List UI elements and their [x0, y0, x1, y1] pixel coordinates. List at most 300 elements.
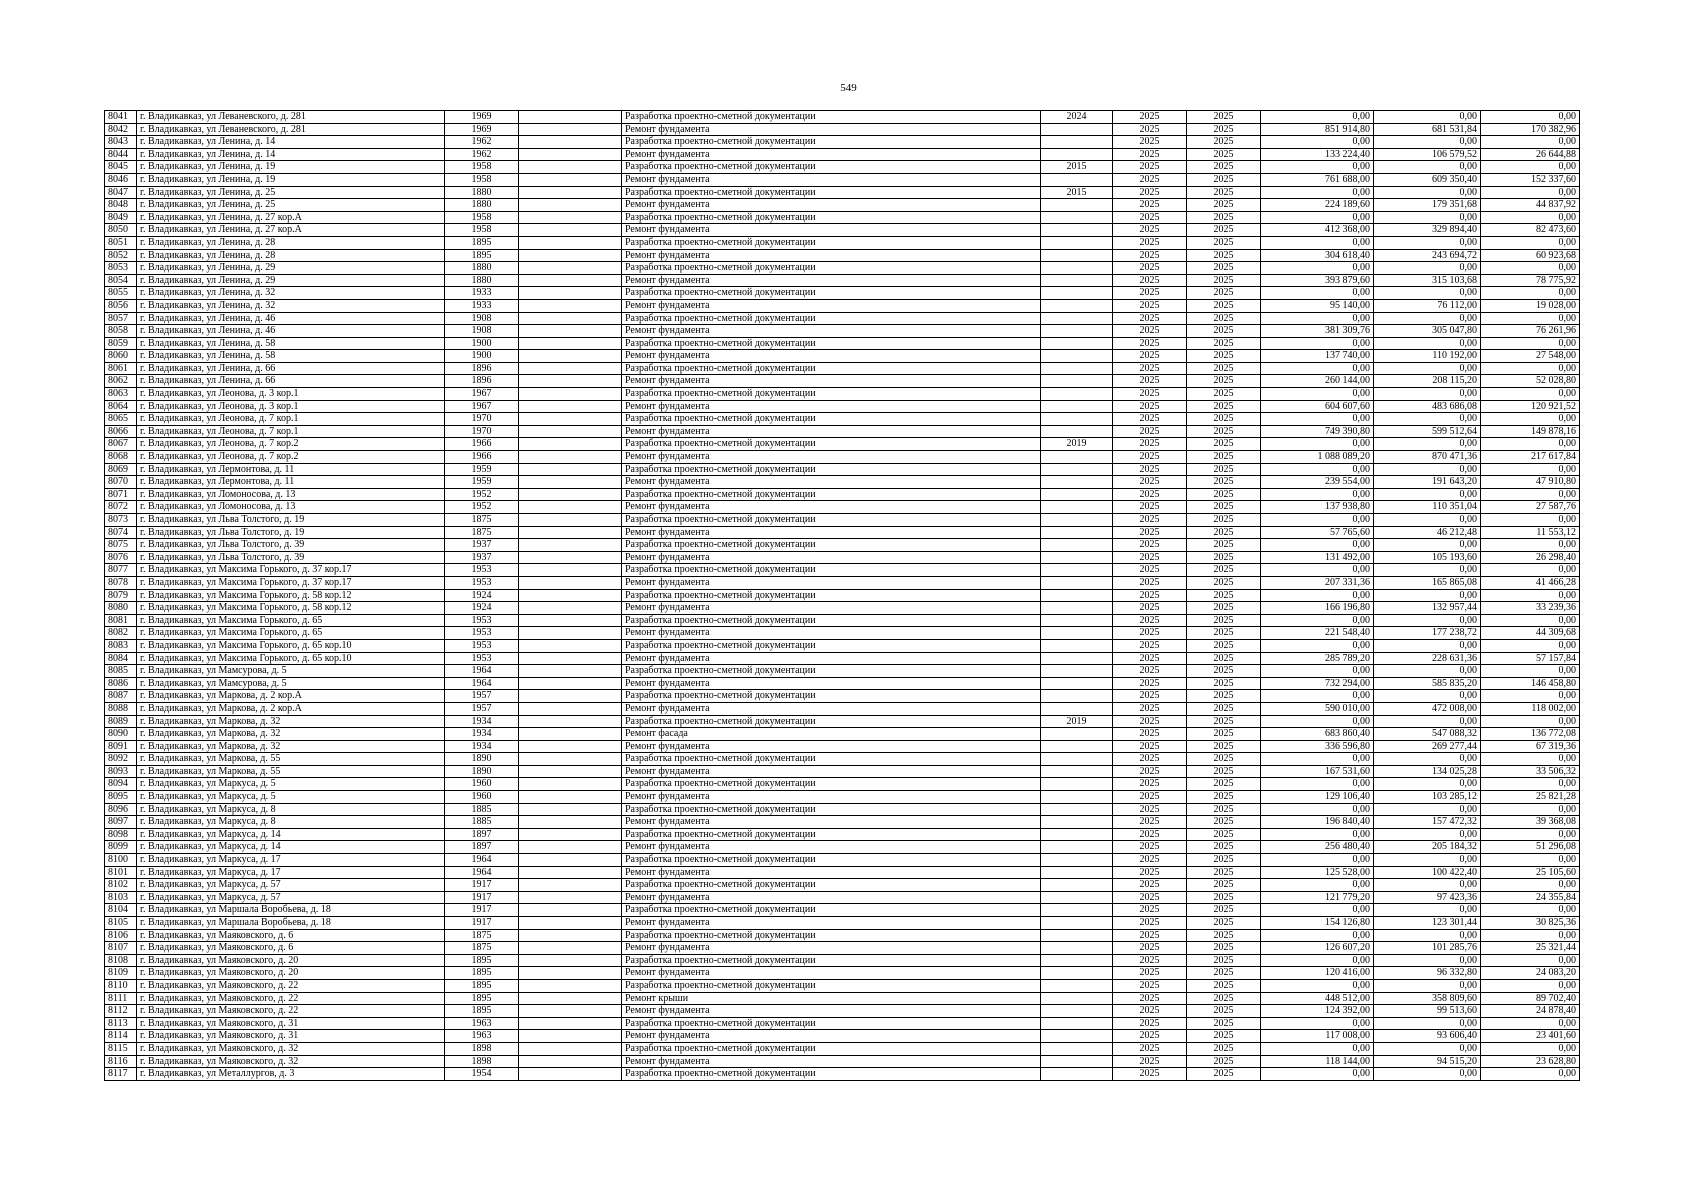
fund-share-cell: 243 694,72 — [1374, 249, 1481, 262]
address-cell: г. Владикавказ, ул Маркова, д. 2 кор.А — [137, 690, 445, 703]
start-year-cell: 2025 — [1113, 891, 1187, 904]
work-type-cell: Ремонт фундамента — [622, 375, 1041, 388]
fund-share-cell: 547 088,32 — [1374, 728, 1481, 741]
end-year-cell: 2025 — [1187, 791, 1261, 804]
work-type-cell: Ремонт фундамента — [622, 740, 1041, 753]
total-cost-cell: 0,00 — [1261, 1042, 1374, 1055]
previous-year-cell — [1041, 400, 1113, 413]
table-row — [105, 1068, 1580, 1081]
extra-cell — [519, 1068, 622, 1081]
address-cell: г. Владикавказ, ул Маркова, д. 55 — [137, 753, 445, 766]
build-year-cell: 1934 — [445, 728, 519, 741]
owner-share-cell: 0,00 — [1481, 262, 1580, 275]
row-number-cell: 8075 — [105, 539, 137, 552]
start-year-cell: 2025 — [1113, 325, 1187, 338]
owner-share-cell: 0,00 — [1481, 715, 1580, 728]
extra-cell — [519, 362, 622, 375]
owner-share-cell: 0,00 — [1481, 111, 1580, 124]
fund-share-cell: 0,00 — [1374, 690, 1481, 703]
end-year-cell: 2025 — [1187, 224, 1261, 237]
row-number-cell: 8106 — [105, 929, 137, 942]
address-cell: г. Владикавказ, ул Маяковского, д. 6 — [137, 942, 445, 955]
start-year-cell: 2025 — [1113, 942, 1187, 955]
total-cost-cell: 0,00 — [1261, 929, 1374, 942]
table-row — [105, 816, 1580, 829]
total-cost-cell: 0,00 — [1261, 539, 1374, 552]
fund-share-cell: 0,00 — [1374, 161, 1481, 174]
fund-share-cell: 0,00 — [1374, 665, 1481, 678]
start-year-cell: 2025 — [1113, 841, 1187, 854]
end-year-cell: 2025 — [1187, 211, 1261, 224]
start-year-cell: 2025 — [1113, 186, 1187, 199]
end-year-cell: 2025 — [1187, 816, 1261, 829]
total-cost-cell: 0,00 — [1261, 904, 1374, 917]
fund-share-cell: 0,00 — [1374, 136, 1481, 149]
extra-cell — [519, 211, 622, 224]
row-number-cell: 8081 — [105, 614, 137, 627]
end-year-cell: 2025 — [1187, 728, 1261, 741]
previous-year-cell — [1041, 702, 1113, 715]
start-year-cell: 2025 — [1113, 287, 1187, 300]
row-number-cell: 8077 — [105, 564, 137, 577]
build-year-cell: 1895 — [445, 992, 519, 1005]
work-type-cell: Ремонт фундамента — [622, 325, 1041, 338]
end-year-cell: 2025 — [1187, 891, 1261, 904]
build-year-cell: 1966 — [445, 438, 519, 451]
previous-year-cell — [1041, 992, 1113, 1005]
owner-share-cell: 33 506,32 — [1481, 765, 1580, 778]
row-number-cell: 8046 — [105, 173, 137, 186]
fund-share-cell: 483 686,08 — [1374, 400, 1481, 413]
end-year-cell: 2025 — [1187, 400, 1261, 413]
table-row — [105, 136, 1580, 149]
owner-share-cell: 0,00 — [1481, 778, 1580, 791]
end-year-cell: 2025 — [1187, 979, 1261, 992]
build-year-cell: 1898 — [445, 1055, 519, 1068]
previous-year-cell — [1041, 690, 1113, 703]
table-row — [105, 111, 1580, 124]
work-type-cell: Разработка проектно-сметной документации — [622, 639, 1041, 652]
end-year-cell: 2025 — [1187, 375, 1261, 388]
table-row — [105, 425, 1580, 438]
table-row — [105, 690, 1580, 703]
extra-cell — [519, 828, 622, 841]
table-row — [105, 854, 1580, 867]
start-year-cell: 2025 — [1113, 828, 1187, 841]
owner-share-cell: 0,00 — [1481, 929, 1580, 942]
address-cell: г. Владикавказ, ул Металлургов, д. 3 — [137, 1068, 445, 1081]
work-type-cell: Разработка проектно-сметной документации — [622, 879, 1041, 892]
address-cell: г. Владикавказ, ул Ленина, д. 14 — [137, 136, 445, 149]
work-type-cell: Ремонт фундамента — [622, 765, 1041, 778]
total-cost-cell: 0,00 — [1261, 236, 1374, 249]
table-row — [105, 904, 1580, 917]
start-year-cell: 2025 — [1113, 1017, 1187, 1030]
extra-cell — [519, 614, 622, 627]
fund-share-cell: 0,00 — [1374, 211, 1481, 224]
build-year-cell: 1908 — [445, 312, 519, 325]
build-year-cell: 1967 — [445, 388, 519, 401]
previous-year-cell — [1041, 199, 1113, 212]
total-cost-cell: 125 528,00 — [1261, 866, 1374, 879]
row-number-cell: 8100 — [105, 854, 137, 867]
fund-share-cell: 157 472,32 — [1374, 816, 1481, 829]
address-cell: г. Владикавказ, ул Ленина, д. 32 — [137, 287, 445, 300]
start-year-cell: 2025 — [1113, 388, 1187, 401]
address-cell: г. Владикавказ, ул Лермонтова, д. 11 — [137, 476, 445, 489]
address-cell: г. Владикавказ, ул Маршала Воробьева, д. 18 — [137, 917, 445, 930]
total-cost-cell: 0,00 — [1261, 211, 1374, 224]
previous-year-cell — [1041, 589, 1113, 602]
table-row — [105, 740, 1580, 753]
owner-share-cell: 52 028,80 — [1481, 375, 1580, 388]
fund-share-cell: 0,00 — [1374, 854, 1481, 867]
table-row — [105, 765, 1580, 778]
row-number-cell: 8059 — [105, 337, 137, 350]
work-type-cell: Ремонт фундамента — [622, 299, 1041, 312]
extra-cell — [519, 514, 622, 527]
total-cost-cell: 0,00 — [1261, 715, 1374, 728]
extra-cell — [519, 413, 622, 426]
address-cell: г. Владикавказ, ул Леонова, д. 3 кор.1 — [137, 400, 445, 413]
address-cell: г. Владикавказ, ул Маяковского, д. 32 — [137, 1055, 445, 1068]
address-cell: г. Владикавказ, ул Ленина, д. 58 — [137, 350, 445, 363]
row-number-cell: 8070 — [105, 476, 137, 489]
end-year-cell: 2025 — [1187, 262, 1261, 275]
previous-year-cell — [1041, 728, 1113, 741]
extra-cell — [519, 879, 622, 892]
extra-cell — [519, 337, 622, 350]
table-row — [105, 539, 1580, 552]
total-cost-cell: 131 492,00 — [1261, 551, 1374, 564]
total-cost-cell: 121 779,20 — [1261, 891, 1374, 904]
owner-share-cell: 0,00 — [1481, 639, 1580, 652]
end-year-cell: 2025 — [1187, 702, 1261, 715]
work-type-cell: Ремонт крыши — [622, 992, 1041, 1005]
row-number-cell: 8092 — [105, 753, 137, 766]
table-row — [105, 551, 1580, 564]
previous-year-cell — [1041, 425, 1113, 438]
total-cost-cell: 117 008,00 — [1261, 1030, 1374, 1043]
start-year-cell: 2025 — [1113, 539, 1187, 552]
start-year-cell: 2025 — [1113, 362, 1187, 375]
build-year-cell: 1896 — [445, 362, 519, 375]
extra-cell — [519, 891, 622, 904]
total-cost-cell: 95 140,00 — [1261, 299, 1374, 312]
work-type-cell: Ремонт фундамента — [622, 173, 1041, 186]
end-year-cell: 2025 — [1187, 967, 1261, 980]
work-type-cell: Разработка проектно-сметной документации — [622, 287, 1041, 300]
address-cell: г. Владикавказ, ул Ленина, д. 46 — [137, 312, 445, 325]
work-type-cell: Разработка проектно-сметной документации — [622, 413, 1041, 426]
build-year-cell: 1895 — [445, 236, 519, 249]
extra-cell — [519, 287, 622, 300]
build-year-cell: 1895 — [445, 954, 519, 967]
row-number-cell: 8091 — [105, 740, 137, 753]
table-row — [105, 929, 1580, 942]
total-cost-cell: 120 416,00 — [1261, 967, 1374, 980]
build-year-cell: 1958 — [445, 161, 519, 174]
table-row — [105, 312, 1580, 325]
total-cost-cell: 154 126,80 — [1261, 917, 1374, 930]
table-row — [105, 702, 1580, 715]
start-year-cell: 2025 — [1113, 1042, 1187, 1055]
start-year-cell: 2025 — [1113, 451, 1187, 464]
row-number-cell: 8095 — [105, 791, 137, 804]
work-type-cell: Разработка проектно-сметной документации — [622, 828, 1041, 841]
owner-share-cell: 82 473,60 — [1481, 224, 1580, 237]
end-year-cell: 2025 — [1187, 236, 1261, 249]
row-number-cell: 8055 — [105, 287, 137, 300]
build-year-cell: 1934 — [445, 740, 519, 753]
row-number-cell: 8113 — [105, 1017, 137, 1030]
start-year-cell: 2025 — [1113, 136, 1187, 149]
work-type-cell: Разработка проектно-сметной документации — [622, 778, 1041, 791]
owner-share-cell: 0,00 — [1481, 753, 1580, 766]
table-row — [105, 828, 1580, 841]
previous-year-cell — [1041, 740, 1113, 753]
address-cell: г. Владикавказ, ул Ленина, д. 28 — [137, 236, 445, 249]
row-number-cell: 8072 — [105, 501, 137, 514]
work-type-cell: Ремонт фундамента — [622, 891, 1041, 904]
start-year-cell: 2025 — [1113, 589, 1187, 602]
row-number-cell: 8051 — [105, 236, 137, 249]
build-year-cell: 1917 — [445, 879, 519, 892]
extra-cell — [519, 539, 622, 552]
end-year-cell: 2025 — [1187, 942, 1261, 955]
end-year-cell: 2025 — [1187, 715, 1261, 728]
end-year-cell: 2025 — [1187, 602, 1261, 615]
start-year-cell: 2025 — [1113, 262, 1187, 275]
previous-year-cell — [1041, 967, 1113, 980]
total-cost-cell: 604 607,60 — [1261, 400, 1374, 413]
table-row — [105, 942, 1580, 955]
previous-year-cell — [1041, 576, 1113, 589]
previous-year-cell — [1041, 828, 1113, 841]
owner-share-cell: 41 466,28 — [1481, 576, 1580, 589]
row-number-cell: 8097 — [105, 816, 137, 829]
address-cell: г. Владикавказ, ул Льва Толстого, д. 19 — [137, 514, 445, 527]
end-year-cell: 2025 — [1187, 652, 1261, 665]
fund-share-cell: 0,00 — [1374, 589, 1481, 602]
start-year-cell: 2025 — [1113, 199, 1187, 212]
build-year-cell: 1964 — [445, 665, 519, 678]
work-type-cell: Ремонт фундамента — [622, 1005, 1041, 1018]
extra-cell — [519, 639, 622, 652]
start-year-cell: 2025 — [1113, 967, 1187, 980]
table-row — [105, 161, 1580, 174]
row-number-cell: 8084 — [105, 652, 137, 665]
total-cost-cell: 1 088 089,20 — [1261, 451, 1374, 464]
previous-year-cell — [1041, 362, 1113, 375]
table-row — [105, 1055, 1580, 1068]
extra-cell — [519, 917, 622, 930]
previous-year-cell — [1041, 816, 1113, 829]
previous-year-cell — [1041, 652, 1113, 665]
build-year-cell: 1895 — [445, 967, 519, 980]
table-row — [105, 1030, 1580, 1043]
address-cell: г. Владикавказ, ул Маркова, д. 32 — [137, 728, 445, 741]
extra-cell — [519, 778, 622, 791]
extra-cell — [519, 551, 622, 564]
address-cell: г. Владикавказ, ул Максима Горького, д. 65 кор.10 — [137, 639, 445, 652]
start-year-cell: 2025 — [1113, 274, 1187, 287]
extra-cell — [519, 199, 622, 212]
previous-year-cell: 2019 — [1041, 715, 1113, 728]
fund-share-cell: 609 350,40 — [1374, 173, 1481, 186]
previous-year-cell — [1041, 677, 1113, 690]
table-row — [105, 992, 1580, 1005]
address-cell: г. Владикавказ, ул Маяковского, д. 31 — [137, 1030, 445, 1043]
table-row — [105, 589, 1580, 602]
extra-cell — [519, 123, 622, 136]
build-year-cell: 1897 — [445, 841, 519, 854]
fund-share-cell: 0,00 — [1374, 287, 1481, 300]
owner-share-cell: 78 775,92 — [1481, 274, 1580, 287]
table-row — [105, 173, 1580, 186]
address-cell: г. Владикавказ, ул Маркуса, д. 57 — [137, 879, 445, 892]
previous-year-cell — [1041, 262, 1113, 275]
build-year-cell: 1875 — [445, 526, 519, 539]
work-type-cell: Ремонт фундамента — [622, 526, 1041, 539]
work-type-cell: Ремонт фундамента — [622, 350, 1041, 363]
fund-share-cell: 0,00 — [1374, 1017, 1481, 1030]
total-cost-cell: 285 789,20 — [1261, 652, 1374, 665]
owner-share-cell: 0,00 — [1481, 979, 1580, 992]
fund-share-cell: 0,00 — [1374, 778, 1481, 791]
end-year-cell: 2025 — [1187, 161, 1261, 174]
end-year-cell: 2025 — [1187, 1042, 1261, 1055]
build-year-cell: 1924 — [445, 589, 519, 602]
previous-year-cell — [1041, 211, 1113, 224]
extra-cell — [519, 350, 622, 363]
end-year-cell: 2025 — [1187, 362, 1261, 375]
address-cell: г. Владикавказ, ул Ленина, д. 27 кор.А — [137, 211, 445, 224]
work-type-cell: Разработка проектно-сметной документации — [622, 514, 1041, 527]
total-cost-cell: 732 294,00 — [1261, 677, 1374, 690]
table-row — [105, 476, 1580, 489]
row-number-cell: 8079 — [105, 589, 137, 602]
end-year-cell: 2025 — [1187, 690, 1261, 703]
work-type-cell: Разработка проектно-сметной документации — [622, 362, 1041, 375]
row-number-cell: 8067 — [105, 438, 137, 451]
row-number-cell: 8049 — [105, 211, 137, 224]
row-number-cell: 8078 — [105, 576, 137, 589]
table-row — [105, 438, 1580, 451]
address-cell: г. Владикавказ, ул Маяковского, д. 22 — [137, 992, 445, 1005]
table-row — [105, 299, 1580, 312]
fund-share-cell: 870 471,36 — [1374, 451, 1481, 464]
row-number-cell: 8083 — [105, 639, 137, 652]
extra-cell — [519, 312, 622, 325]
total-cost-cell: 0,00 — [1261, 337, 1374, 350]
row-number-cell: 8112 — [105, 1005, 137, 1018]
extra-cell — [519, 1030, 622, 1043]
work-type-cell: Разработка проектно-сметной документации — [622, 463, 1041, 476]
end-year-cell: 2025 — [1187, 879, 1261, 892]
start-year-cell: 2025 — [1113, 211, 1187, 224]
start-year-cell: 2025 — [1113, 816, 1187, 829]
start-year-cell: 2025 — [1113, 438, 1187, 451]
work-type-cell: Разработка проектно-сметной документации — [622, 438, 1041, 451]
address-cell: г. Владикавказ, ул Максима Горького, д. 65 — [137, 614, 445, 627]
row-number-cell: 8116 — [105, 1055, 137, 1068]
fund-share-cell: 0,00 — [1374, 564, 1481, 577]
total-cost-cell: 0,00 — [1261, 186, 1374, 199]
extra-cell — [519, 816, 622, 829]
build-year-cell: 1964 — [445, 866, 519, 879]
row-number-cell: 8080 — [105, 602, 137, 615]
owner-share-cell: 0,00 — [1481, 236, 1580, 249]
row-number-cell: 8109 — [105, 967, 137, 980]
row-number-cell: 8057 — [105, 312, 137, 325]
fund-share-cell: 228 631,36 — [1374, 652, 1481, 665]
previous-year-cell — [1041, 803, 1113, 816]
extra-cell — [519, 161, 622, 174]
build-year-cell: 1959 — [445, 463, 519, 476]
row-number-cell: 8096 — [105, 803, 137, 816]
owner-share-cell: 19 028,00 — [1481, 299, 1580, 312]
address-cell: г. Владикавказ, ул Льва Толстого, д. 19 — [137, 526, 445, 539]
end-year-cell: 2025 — [1187, 904, 1261, 917]
address-cell: г. Владикавказ, ул Леонова, д. 7 кор.2 — [137, 438, 445, 451]
previous-year-cell: 2015 — [1041, 161, 1113, 174]
start-year-cell: 2025 — [1113, 639, 1187, 652]
build-year-cell: 1953 — [445, 652, 519, 665]
end-year-cell: 2025 — [1187, 1017, 1261, 1030]
build-year-cell: 1953 — [445, 627, 519, 640]
fund-share-cell: 0,00 — [1374, 539, 1481, 552]
address-cell: г. Владикавказ, ул Леонова, д. 7 кор.1 — [137, 413, 445, 426]
total-cost-cell: 207 331,36 — [1261, 576, 1374, 589]
previous-year-cell: 2019 — [1041, 438, 1113, 451]
row-number-cell: 8108 — [105, 954, 137, 967]
extra-cell — [519, 765, 622, 778]
table-row — [105, 841, 1580, 854]
start-year-cell: 2025 — [1113, 854, 1187, 867]
end-year-cell: 2025 — [1187, 425, 1261, 438]
fund-share-cell: 0,00 — [1374, 828, 1481, 841]
table-row — [105, 954, 1580, 967]
start-year-cell: 2025 — [1113, 551, 1187, 564]
start-year-cell: 2025 — [1113, 111, 1187, 124]
owner-share-cell: 149 878,16 — [1481, 425, 1580, 438]
previous-year-cell: 2015 — [1041, 186, 1113, 199]
build-year-cell: 1960 — [445, 791, 519, 804]
build-year-cell: 1957 — [445, 702, 519, 715]
build-year-cell: 1960 — [445, 778, 519, 791]
address-cell: г. Владикавказ, ул Мамсурова, д. 5 — [137, 665, 445, 678]
previous-year-cell — [1041, 778, 1113, 791]
address-cell: г. Владикавказ, ул Леонова, д. 7 кор.1 — [137, 425, 445, 438]
table-row — [105, 123, 1580, 136]
fund-share-cell: 106 579,52 — [1374, 148, 1481, 161]
end-year-cell: 2025 — [1187, 488, 1261, 501]
start-year-cell: 2025 — [1113, 576, 1187, 589]
build-year-cell: 1963 — [445, 1017, 519, 1030]
extra-cell — [519, 274, 622, 287]
build-year-cell: 1917 — [445, 904, 519, 917]
previous-year-cell — [1041, 891, 1113, 904]
extra-cell — [519, 1055, 622, 1068]
row-number-cell: 8117 — [105, 1068, 137, 1081]
total-cost-cell: 57 765,60 — [1261, 526, 1374, 539]
previous-year-cell — [1041, 375, 1113, 388]
address-cell: г. Владикавказ, ул Ленина, д. 32 — [137, 299, 445, 312]
previous-year-cell — [1041, 1017, 1113, 1030]
row-number-cell: 8063 — [105, 388, 137, 401]
work-type-cell: Разработка проектно-сметной документации — [622, 236, 1041, 249]
